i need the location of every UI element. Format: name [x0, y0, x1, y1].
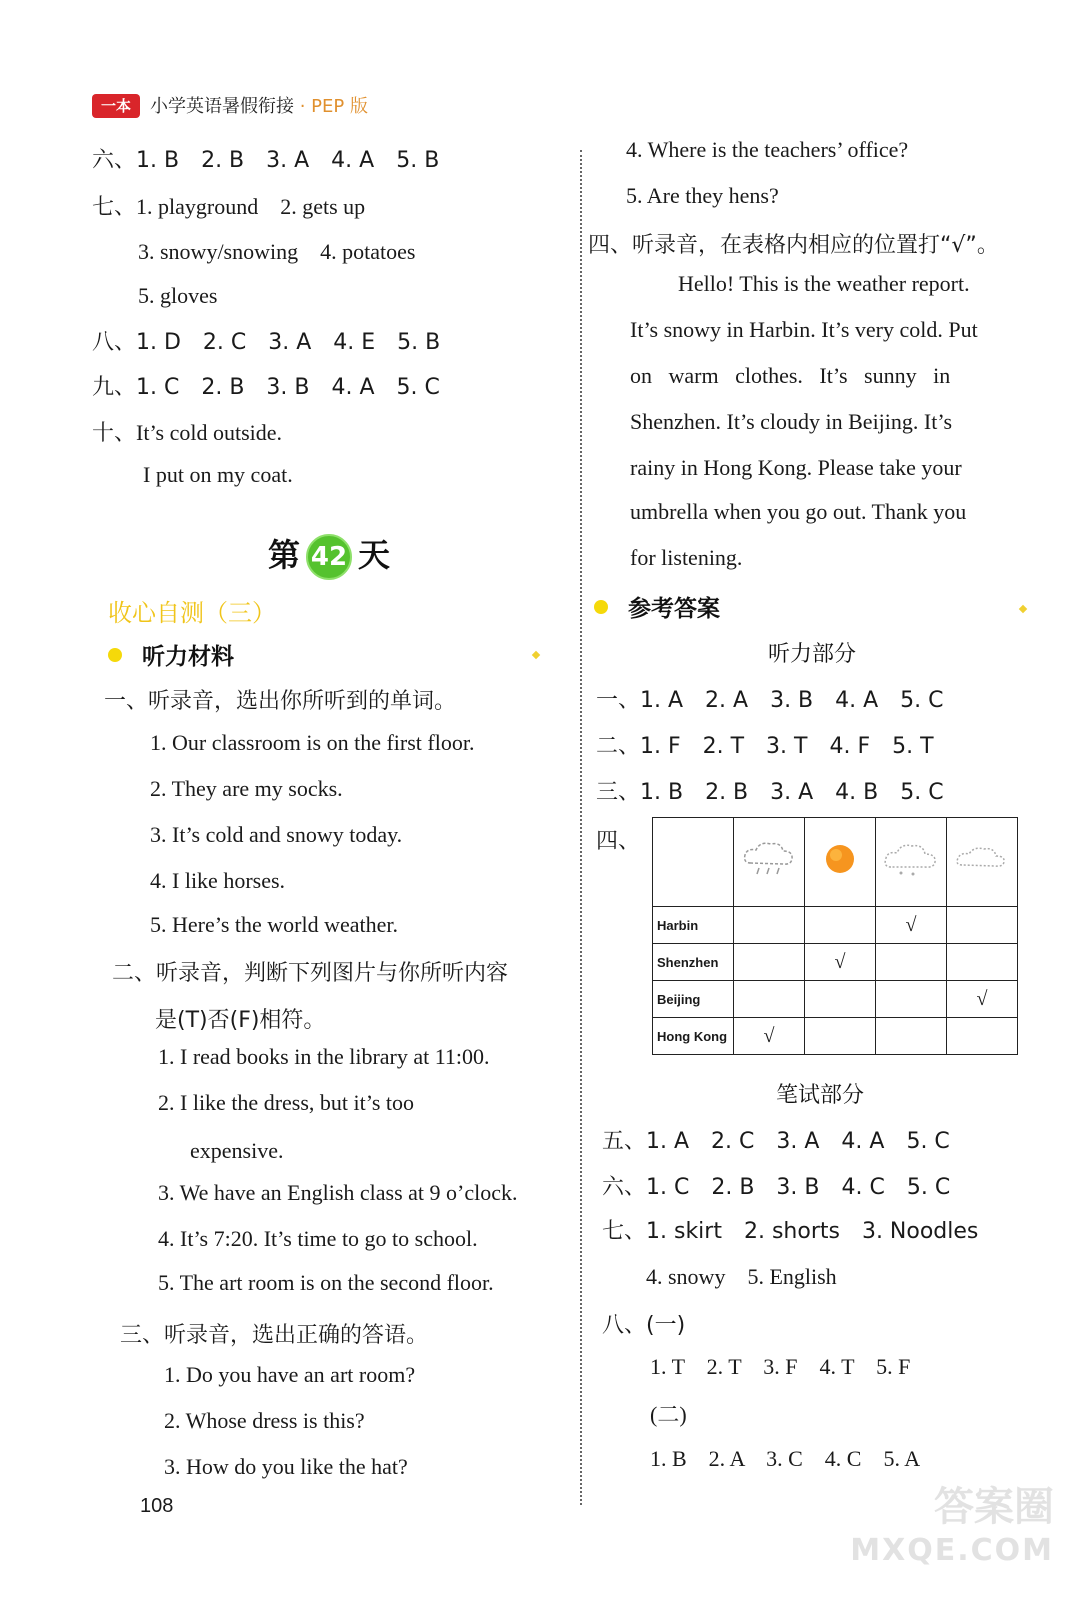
answer-line-7a: 七、1. playground 2. gets up [92, 194, 366, 219]
answer-line-7b: 3. snowy/snowing 4. potatoes [138, 239, 416, 264]
section-reference-answers: 参考答案 [628, 596, 720, 622]
q4-title: 四、听录音，在表格内相应的位置打“√”。 [588, 233, 999, 258]
passage-line: for listening. [630, 545, 743, 570]
answer-a7a: 七、1. skirt 2. shorts 3. Noodles [602, 1219, 979, 1244]
q1-item: 4. I like horses. [150, 868, 286, 893]
mark-cell [876, 944, 947, 981]
q2-item: expensive. [190, 1138, 284, 1163]
passage-line: Shenzhen. It’s cloudy in Beijing. It’s [630, 409, 953, 434]
answer-a8: 八、(一) [602, 1313, 686, 1338]
mark-cell [947, 944, 1018, 981]
city-cell: Shenzhen [653, 944, 734, 981]
answer-line-6: 六、1. B 2. B 3. A 4. A 5. B [92, 148, 440, 173]
watermark-line2: MXQE.COM [850, 1533, 1054, 1568]
day-prefix: 第 [268, 536, 301, 574]
q3-item: 2. Whose dress is this? [164, 1408, 365, 1433]
mark-cell [734, 981, 805, 1018]
table-row [653, 981, 1018, 1018]
table-row [653, 1018, 1018, 1055]
passage-line: umbrella when you go out. Thank you [630, 499, 967, 524]
snow-cloud-icon [879, 837, 943, 881]
answer-a3: 三、1. B 2. B 3. A 4. B 5. C [596, 780, 944, 805]
brand-logo: 一本 [92, 94, 140, 118]
weather-table [652, 817, 1018, 1055]
q2-item: 3. We have an English class at 9 o’clock. [158, 1180, 518, 1205]
table-row [653, 944, 1018, 981]
q1-title: 一、听录音，选出你所听到的单词。 [104, 689, 457, 714]
table-header-row [653, 818, 1018, 907]
passage-line: on warm clothes. It’s sunny in [630, 363, 951, 388]
q1-item: 3. It’s cold and snowy today. [150, 822, 403, 847]
mark-cell: √ [734, 1018, 805, 1055]
q3-title: 三、听录音，选出正确的答语。 [120, 1323, 429, 1348]
answer-a8b-title: (二) [650, 1402, 687, 1427]
section-listening-material: 听力材料 [142, 644, 234, 670]
q2-item: 5. The art room is on the second floor. [158, 1270, 494, 1295]
bullet-dot-icon [108, 648, 122, 662]
listening-part-heading: 听力部分 [768, 642, 857, 667]
mark-cell: √ [876, 907, 947, 944]
day-number-badge: 42 [306, 534, 352, 580]
series-name: 小学英语暑假衔接 [150, 96, 294, 117]
column-divider [580, 150, 582, 1505]
passage-line: It’s snowy in Harbin. It’s very cold. Put [630, 317, 978, 342]
answer-line-10a: 十、It’s cold outside. [92, 420, 283, 445]
watermark [850, 1485, 1054, 1573]
mark-cell [876, 981, 947, 1018]
bullet-dot-icon [594, 600, 608, 614]
q3-item: 4. Where is the teachers’ office? [626, 137, 909, 162]
answer-line-8: 八、1. D 2. C 3. A 4. E 5. B [92, 330, 441, 355]
mark-cell [734, 944, 805, 981]
table-corner-cell [653, 818, 734, 907]
edition-label: · PEP 版 [299, 96, 368, 117]
answer-line-7c: 5. gloves [138, 283, 218, 308]
answer-a8a: 1. T 2. T 3. F 4. T 5. F [650, 1354, 911, 1379]
city-cell: Hong Kong [653, 1018, 734, 1055]
q2-title-line1: 二、听录音，判断下列图片与你所听内容 [112, 961, 509, 986]
mark-cell: √ [805, 944, 876, 981]
q1-item: 5. Here’s the world weather. [150, 912, 399, 937]
q2-item: 2. I like the dress, but it’s too [158, 1090, 415, 1115]
q2-item: 1. I read books in the library at 11:00. [158, 1044, 490, 1069]
q1-item: 1. Our classroom is on the first floor. [150, 730, 475, 755]
q3-item: 3. How do you like the hat? [164, 1454, 408, 1479]
watermark-line1: 答案圈 [934, 1484, 1054, 1530]
q2-item: 4. It’s 7:20. It’s time to go to school. [158, 1226, 478, 1251]
city-cell: Beijing [653, 981, 734, 1018]
answer-a5: 五、1. A 2. C 3. A 4. A 5. C [602, 1129, 950, 1154]
mark-cell [734, 907, 805, 944]
mark-cell [805, 1018, 876, 1055]
day-title [268, 530, 390, 580]
q2-title-line2: 是(T)否(F)相符。 [155, 1008, 326, 1033]
written-part-heading: 笔试部分 [776, 1083, 865, 1108]
series-title [150, 92, 368, 118]
mark-cell [805, 907, 876, 944]
mark-cell [947, 1018, 1018, 1055]
sun-icon [818, 837, 862, 881]
answer-a1: 一、1. A 2. A 3. B 4. A 5. C [596, 688, 944, 713]
self-test-title: 收心自测（三） [108, 599, 276, 627]
passage-line: rainy in Hong Kong. Please take your [630, 455, 962, 480]
q1-item: 2. They are my socks. [150, 776, 343, 801]
q3-item: 5. Are they hens? [626, 183, 779, 208]
sparkle-icon [1019, 605, 1027, 613]
answer-a7b: 4. snowy 5. English [646, 1264, 837, 1289]
mark-cell [947, 907, 1018, 944]
table-icon-cell [805, 818, 876, 907]
answer-a4-label: 四、 [596, 829, 641, 854]
page-number: 108 [140, 1495, 174, 1517]
mark-cell: √ [947, 981, 1018, 1018]
answer-a8b: 1. B 2. A 3. C 4. C 5. A [650, 1446, 921, 1471]
table-row [653, 907, 1018, 944]
answer-a2: 二、1. F 2. T 3. T 4. F 5. T [596, 734, 934, 759]
answer-line-9: 九、1. C 2. B 3. B 4. A 5. C [92, 375, 440, 400]
answer-line-10b: I put on my coat. [143, 462, 293, 487]
mark-cell [805, 981, 876, 1018]
table-icon-cell [947, 818, 1018, 907]
answer-a6: 六、1. C 2. B 3. B 4. C 5. C [602, 1175, 951, 1200]
day-suffix: 天 [358, 536, 391, 574]
q3-item: 1. Do you have an art room? [164, 1362, 416, 1387]
passage-line: Hello! This is the weather report. [678, 271, 970, 296]
mark-cell [876, 1018, 947, 1055]
cloud-icon [950, 837, 1014, 881]
city-cell: Harbin [653, 907, 734, 944]
table-icon-cell [876, 818, 947, 907]
table-icon-cell [734, 818, 805, 907]
sparkle-icon [532, 651, 540, 659]
cloud-rain-icon [737, 837, 801, 881]
